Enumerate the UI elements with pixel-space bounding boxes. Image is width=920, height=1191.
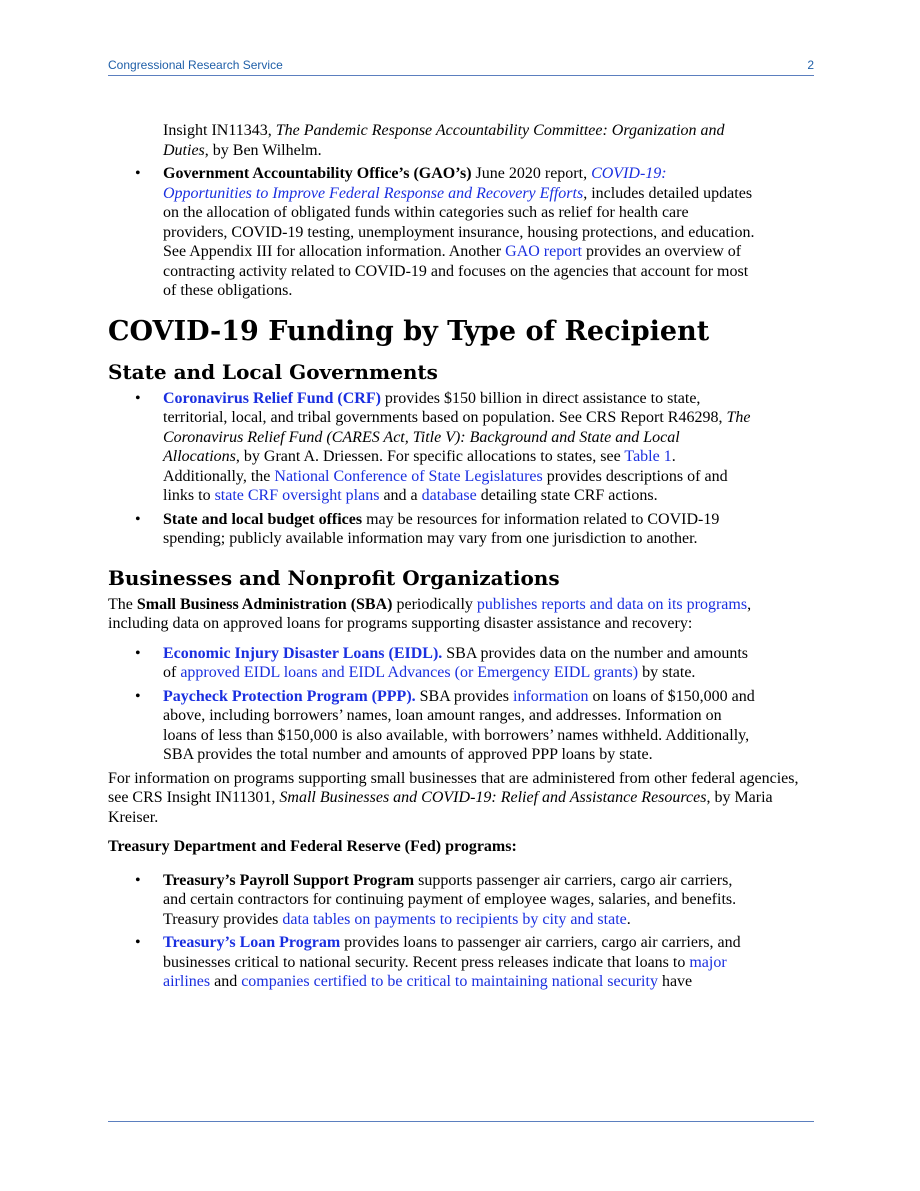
treasury-list	[108, 871, 814, 992]
eidl-link[interactable]: Economic Injury Disaster Loans (EIDL).	[163, 644, 443, 662]
database-link[interactable]: database	[421, 487, 477, 504]
bullet-dot: •	[135, 687, 141, 705]
sba-text: periodically	[392, 595, 477, 613]
eidl-text: SBA provides data on the number and amounts of	[163, 644, 749, 681]
bullet-dot: •	[135, 389, 141, 407]
gao-bullet-list	[108, 164, 814, 301]
page-content	[108, 121, 814, 996]
ppp-link[interactable]: Paycheck Protection Program (PPP).	[163, 687, 416, 705]
intro-text-end: , by Ben Wilhelm.	[204, 141, 322, 159]
treasury-fed-heading: Treasury Department and Federal Reserve (Fed) programs:	[108, 838, 517, 855]
list-item	[108, 389, 755, 506]
intro-text: Insight IN11343,	[163, 122, 276, 139]
sba-text: The	[108, 595, 137, 613]
crf-text: detailing state CRF actions.	[476, 487, 658, 504]
section-title: COVID-19 Funding by Type of Recipient	[108, 315, 710, 347]
crf-link[interactable]: Coronavirus Relief Fund (CRF)	[163, 389, 381, 407]
gao-second-report-link[interactable]: GAO report	[505, 243, 583, 260]
payroll-data-tables-link[interactable]: data tables on payments to recipients by city and state	[282, 910, 627, 928]
loan-text: and	[210, 973, 242, 990]
bullet-dot: •	[135, 871, 141, 889]
major-airlines-link[interactable]: major airlines	[163, 953, 727, 990]
ppp-information-link[interactable]: information	[513, 687, 589, 705]
ppp-text: on loans of $150,000 and above, including borrowers’ names, loan amount ranges, and addresses. Information on loans of less than $150,000 is also available, with borrowers’ names withheld. Additionally, SBA provides the total number and amounts of approved PPP loans by state.	[163, 687, 755, 763]
payroll-bold-label: Treasury’s Payroll Support Program	[163, 871, 415, 889]
crf-text: provides descriptions of and links to	[163, 467, 728, 504]
running-header	[108, 58, 814, 76]
national-security-link[interactable]: companies certified to be critical to maintaining national security	[241, 973, 658, 990]
payroll-text: supports passenger air carriers, cargo air carriers, and certain contractors for continuing payment of employee wages, salaries, and benefits. Treasury provides	[163, 871, 737, 928]
intro-continuation	[108, 121, 755, 160]
crf-report-title: The Coronavirus Relief Fund (CARES Act, Title V): Background and State and Local Allocations	[163, 409, 751, 465]
payroll-text: .	[626, 910, 631, 928]
oversight-plans-link[interactable]: state CRF oversight plans	[214, 487, 380, 504]
table-1-link[interactable]: Table 1	[624, 448, 672, 465]
crf-text: and a	[379, 487, 422, 504]
gao-report-link[interactable]: COVID-19: Opportunities to Improve Federal Response and Recovery Efforts	[163, 165, 667, 202]
list-item	[108, 687, 755, 765]
sba-paragraph	[108, 595, 808, 634]
loan-text: have	[657, 973, 693, 990]
crf-text: , by Grant A. Driessen. For specific allocations to states, see	[235, 448, 625, 465]
list-item	[108, 871, 755, 930]
state-local-heading: State and Local Governments	[108, 359, 438, 384]
gao-text: June 2020 report,	[471, 165, 592, 182]
intro-italic-title: The Pandemic Response Accountability Committee: Organization and Duties	[163, 122, 725, 159]
other-text: For information on programs supporting small businesses that are administered from other federal agencies, see CRS Insight IN11301,	[108, 769, 799, 806]
bullet-dot: •	[135, 510, 141, 528]
sba-text: , including data on approved loans for programs supporting disaster assistance and recovery:	[108, 595, 752, 632]
gao-bold-label: Government Accountability Office’s (GAO’s)	[163, 165, 472, 182]
bullet-dot: •	[135, 934, 141, 951]
eidl-data-link[interactable]: approved EIDL loans and EIDL Advances (or Emergency EIDL grants)	[180, 664, 639, 681]
other-programs-paragraph	[108, 769, 808, 828]
budget-bold-label: State and local budget offices	[163, 510, 363, 528]
header-org-name: Congressional Research Service	[108, 58, 283, 72]
sba-bold: Small Business Administration (SBA)	[136, 595, 393, 613]
sba-reports-link[interactable]: publishes reports and data on its programs	[476, 595, 748, 613]
list-item	[108, 510, 755, 549]
crf-text: . Additionally, the	[163, 448, 676, 485]
sba-program-list	[108, 644, 814, 765]
budget-text: may be resources for information related to COVID-19 spending; publicly available information may vary from one jurisdiction to another.	[163, 510, 720, 547]
other-text: , by Maria Kreiser.	[108, 789, 773, 826]
list-item	[108, 164, 755, 301]
crf-text: provides $150 billion in direct assistance to state, territorial, local, and tribal governments based on population. See CRS Report R46298,	[163, 389, 727, 426]
footer-rule	[108, 1121, 814, 1122]
bullet-dot: •	[135, 165, 141, 182]
loan-program-link[interactable]: Treasury’s Loan Program	[163, 934, 341, 951]
list-item	[108, 644, 755, 683]
list-item	[108, 933, 755, 992]
ncsl-link[interactable]: National Conference of State Legislatures	[274, 467, 543, 485]
page-number: 2	[807, 58, 814, 72]
gao-text: , includes detailed updates on the allocation of obligated funds within categories such as relief for health care providers, COVID-19 testing, unemployment insurance, housing protections, and education. See Appendix III for allocation information. Another	[163, 184, 755, 260]
state-local-list	[108, 389, 814, 549]
bullet-dot: •	[135, 644, 141, 662]
gao-text: provides an overview of contracting activity related to COVID-19 and focuses on the agencies that account for most of these obligations.	[163, 243, 749, 299]
loan-text: provides loans to passenger air carriers, cargo air carriers, and businesses critical to national security. Recent press releases indicate that loans to	[163, 934, 741, 971]
ppp-text: SBA provides	[415, 687, 513, 705]
business-heading: Businesses and Nonprofit Organizations	[108, 565, 560, 590]
eidl-text: by state.	[638, 664, 696, 681]
other-italic-title: Small Businesses and COVID-19: Relief and Assistance Resources	[279, 789, 707, 806]
